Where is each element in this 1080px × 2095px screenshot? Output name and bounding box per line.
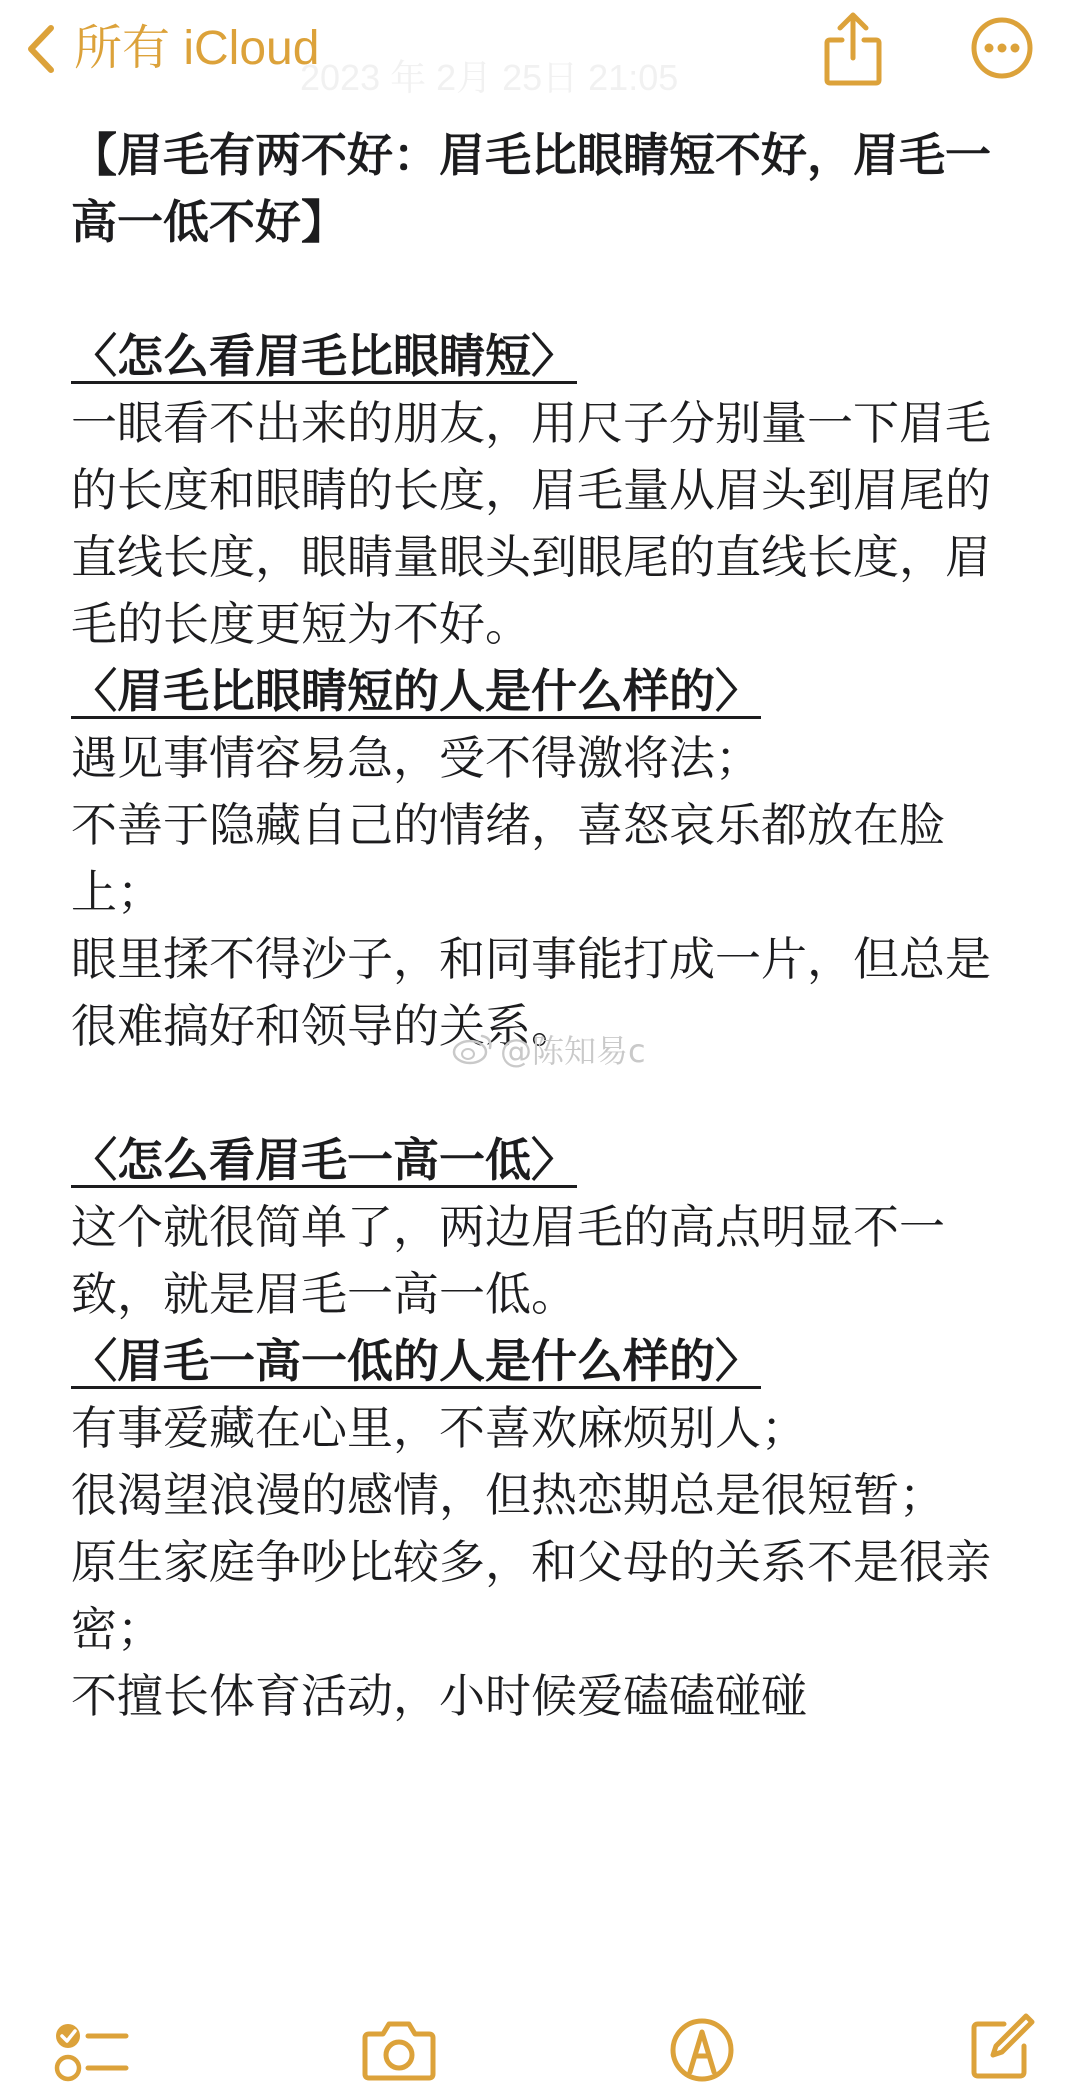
weibo-watermark — [452, 1026, 646, 1072]
chevron-left-icon — [26, 24, 56, 74]
watermark-text: @陈知易c — [500, 1032, 646, 1070]
back-button[interactable] — [26, 14, 319, 84]
trait-line: 很渴望浪漫的感情，但热恋期总是很短暂； — [71, 1468, 945, 1522]
note-title: 【眉毛有两不好：眉毛比眼睛短不好，眉毛一高一低不好】 — [71, 128, 991, 249]
checklist-icon — [52, 2022, 132, 2082]
markup-button[interactable] — [669, 2014, 735, 2084]
section-body-uneven-brows: 这个就很简单了，两边眉毛的高点明显不一致，就是眉毛一高一低。 — [71, 1200, 945, 1321]
camera-button[interactable] — [361, 2018, 437, 2082]
note-timestamp: 2023 年 2月 25日 21:05 — [300, 57, 679, 98]
trait-line: 遇见事情容易急，受不得激将法； — [71, 731, 761, 785]
section-body-short-brows: 一眼看不出来的朋友，用尺子分别量一下眉毛的长度和眼睛的长度，眉毛量从眉头到眉尾的直线长度，眼睛量眼头到眼尾的直线长度，眉毛的长度更短为不好。 — [71, 396, 991, 651]
note-body[interactable] — [71, 122, 1011, 1730]
trait-line: 眼里揉不得沙子，和同事能打成一片，但总是很难搞好和领导的关系。 — [71, 932, 991, 1053]
trait-line: 不善于隐藏自己的情绪，喜怒哀乐都放在脸上； — [71, 798, 945, 919]
share-button[interactable] — [822, 10, 884, 86]
section-heading-short-brows-traits: 〈眉毛比眼睛短的人是什么样的〉 — [71, 664, 761, 718]
section-heading-short-brows: 〈怎么看眉毛比眼睛短〉 — [71, 329, 577, 383]
compose-icon — [968, 2012, 1036, 2082]
share-icon — [822, 10, 884, 86]
compose-button[interactable] — [968, 2012, 1036, 2082]
trait-line: 不擅长体育活动，小时候爱磕磕碰碰 — [71, 1669, 807, 1723]
camera-icon — [361, 2018, 437, 2082]
back-button-label: 所有 iCloud — [74, 22, 320, 75]
more-icon — [970, 16, 1034, 80]
checklist-button[interactable] — [52, 2022, 132, 2082]
trait-line: 有事爱藏在心里，不喜欢麻烦别人； — [71, 1401, 807, 1455]
navigation-bar — [0, 0, 1080, 100]
section-heading-uneven-brows: 〈怎么看眉毛一高一低〉 — [71, 1133, 577, 1187]
weibo-logo-icon — [452, 1032, 494, 1066]
trait-line: 原生家庭争吵比较多，和父母的关系不是很亲密； — [71, 1535, 991, 1656]
section-heading-uneven-brows-traits: 〈眉毛一高一低的人是什么样的〉 — [71, 1334, 761, 1388]
markup-icon — [669, 2014, 735, 2084]
more-options-button[interactable] — [970, 16, 1034, 80]
